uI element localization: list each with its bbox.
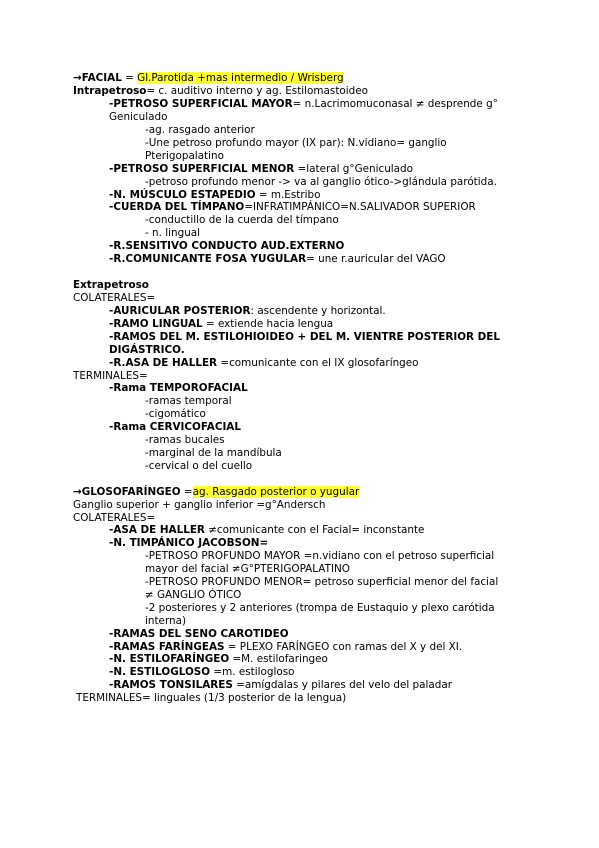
glosofaringeo-asa-label: -ASA DE HALLER	[109, 524, 205, 536]
estapedio-text: = m.Estribo	[255, 189, 321, 201]
cuerda-text: =INFRATIMPÁNICO=N.SALIVADOR SUPERIOR	[244, 201, 476, 213]
facial-heading	[73, 72, 344, 85]
ganglio-line: Ganglio superior + ganglio inferior =g°Andersch	[73, 499, 326, 511]
asa-haller-text: =comunicante con el IX glosofaríngeo	[217, 357, 419, 369]
cervical-line: -cervical o del cuello	[145, 460, 253, 472]
estilofaringeo-line	[109, 653, 328, 666]
estapedio-line	[109, 189, 320, 202]
comunicante-text: = une r.auricular del VAGO	[306, 253, 446, 265]
glosofaringeo-terminales: TERMINALES= linguales (1/3 posterior de la lengua)	[76, 692, 347, 704]
glosofaringeo-heading	[73, 486, 359, 499]
intrapetroso-text: = c. auditivo interno y ag. Estilomastoideo	[146, 85, 368, 97]
auricular-line	[109, 305, 386, 318]
tonsilares-line	[109, 679, 452, 692]
petroso-mayor-text: = n.Lacrimomuconasal ≠ desprende g°	[292, 98, 498, 110]
estilogloso-label: -N. ESTILOGLOSO	[109, 666, 211, 678]
marginal-line: -marginal de la mandíbula	[145, 447, 282, 459]
ramos-line: -RAMOS DEL M. ESTILOHIOIDEO + DEL M. VIENTRE POSTERIOR DEL	[109, 331, 501, 343]
glosofaringeo-highlight: ag. Rasgado posterior o yugular	[192, 486, 360, 498]
posteriores-line-1: -2 posteriores y 2 anteriores (trompa de Eustaquio y plexo carótida	[145, 602, 495, 614]
comunicante-label: -R.COMUNICANTE FOSA YUGULAR	[109, 253, 307, 265]
ramos-cont: DIGÁSTRICO.	[109, 344, 185, 356]
intrapetroso-label: Intrapetroso	[73, 85, 147, 97]
auricular-label: -AURICULAR POSTERIOR	[109, 305, 251, 317]
estilofaringeo-text: =M. estilofaringeo	[229, 653, 328, 665]
arrow-icon: →	[73, 72, 82, 84]
facial-eq: =	[121, 72, 138, 84]
lingual-line: - n. lingual	[145, 227, 201, 239]
temporofacial-line: -Rama TEMPOROFACIAL	[109, 382, 248, 394]
cuerda-line	[109, 201, 476, 214]
ramo-lingual-label: -RAMO LINGUAL	[109, 318, 203, 330]
facial-title: FACIAL	[81, 72, 122, 84]
cuerda-label: -CUERDA DEL TÍMPANO	[109, 201, 245, 213]
glosofaringeo-title: GLOSOFARÍNGEO	[81, 486, 181, 498]
comunicante-line	[109, 253, 446, 266]
cigomatico-line: -cigomático	[145, 408, 206, 420]
arrow-icon: →	[73, 486, 82, 498]
glosofaringeo-asa-line	[109, 524, 424, 537]
pterigo-line: Pterigopalatino	[145, 150, 224, 162]
asa-haller-line	[109, 357, 419, 370]
glosofaringeo-eq: =	[180, 486, 193, 498]
ppm-line-2: mayor del facial ≠G°PTERIGOPALATINO	[145, 563, 350, 575]
estilogloso-line	[109, 666, 294, 679]
petroso-mayor-cont: Geniculado	[109, 111, 168, 123]
ppmen-line-2: ≠ GANGLIO ÓTICO	[145, 589, 242, 601]
cervicofacial-line: -Rama CERVICOFACIAL	[109, 421, 241, 433]
ramas-bucales-line: -ramas bucales	[145, 434, 225, 446]
ppm-line-1: -PETROSO PROFUNDO MAYOR =n.vidiano con el petroso superficial	[145, 550, 495, 562]
colaterales-label: COLATERALES=	[73, 292, 156, 304]
ppmen-line-1: -PETROSO PROFUNDO MENOR= petroso superficial menor del facial	[145, 576, 499, 588]
faringeas-label: -RAMAS FARÍNGEAS	[109, 641, 225, 653]
petroso-mayor-label: -PETROSO SUPERFICIAL MAYOR	[109, 98, 293, 110]
seno-carotideo-line: -RAMAS DEL SENO CAROTIDEO	[109, 628, 289, 640]
sensitivo-line: -R.SENSITIVO CONDUCTO AUD.EXTERNO	[109, 240, 345, 252]
tonsilares-label: -RAMOS TONSILARES	[109, 679, 233, 691]
glosofaringeo-asa-text: ≠comunicante con el Facial= inconstante	[204, 524, 425, 536]
estilogloso-text: =m. estilogloso	[210, 666, 295, 678]
petroso-mayor-line	[109, 98, 498, 111]
faringeas-line	[109, 641, 462, 654]
auricular-text: : ascendente y horizontal.	[250, 305, 386, 317]
ramo-lingual-line	[109, 318, 333, 331]
asa-haller-label: -R.ASA DE HALLER	[109, 357, 218, 369]
conductillo-line: -conductillo de la cuerda del tímpano	[145, 214, 339, 226]
terminales-label: TERMINALES=	[73, 370, 148, 382]
une-petroso-line: -Une petroso profundo mayor (IX par): N.vidiano= ganglio	[145, 137, 447, 149]
petroso-prof-menor-line: -petroso profundo menor -> va al ganglio ótico->glándula parótida.	[145, 176, 497, 188]
glosofaringeo-colaterales: COLATERALES=	[73, 512, 156, 524]
petroso-menor-line	[109, 163, 413, 176]
estilofaringeo-label: -N. ESTILOFARÍNGEO	[109, 653, 230, 665]
intrapetroso-line	[73, 85, 368, 98]
ramo-lingual-text: = extiende hacia lengua	[202, 318, 334, 330]
petroso-menor-text: =lateral g°Geniculado	[294, 163, 414, 175]
tonsilares-text: =amígdalas y pilares del velo del paladar	[232, 679, 452, 691]
posteriores-line-2: interna)	[145, 615, 187, 627]
estapedio-label: -N. MÚSCULO ESTAPEDIO	[109, 189, 256, 201]
extrapetroso-title: Extrapetroso	[73, 279, 149, 291]
timpanico-line: -N. TIMPÁNICO JACOBSON=	[109, 537, 269, 549]
faringeas-text: = PLEXO FARÍNGEO con ramas del X y del XI.	[224, 641, 463, 653]
ag-rasgado-line: -ag. rasgado anterior	[145, 124, 255, 136]
petroso-menor-label: -PETROSO SUPERFICIAL MENOR	[109, 163, 295, 175]
ramas-temporal-line: -ramas temporal	[145, 395, 232, 407]
facial-highlight: Gl.Parotida +mas intermedio / Wrisberg	[137, 72, 344, 84]
